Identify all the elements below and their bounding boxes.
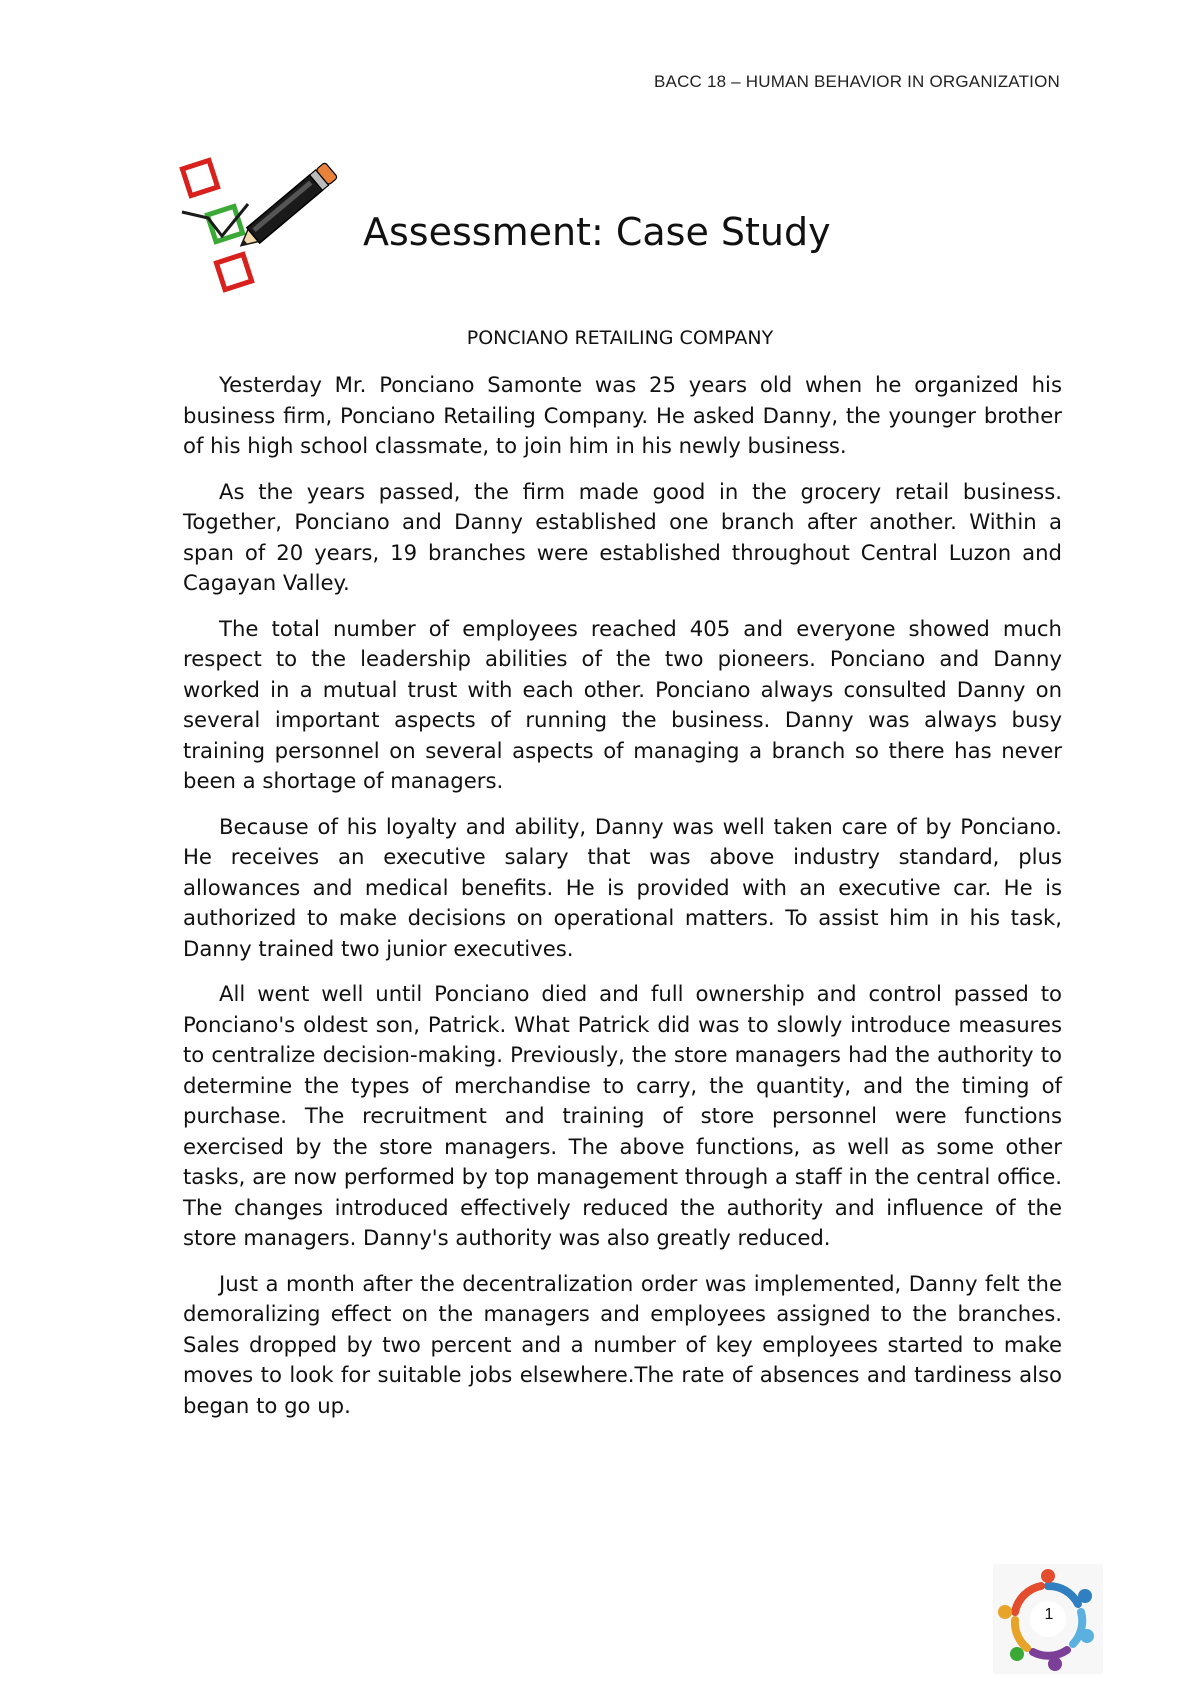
paragraph-2: As the years passed, the firm made good in the grocery retail business. Together, Ponciano and Danny established one branch after another. Within a span of 20 years, 19 branches were established throughout Central Luzon and Cagayan Valley. xyxy=(183,478,1062,595)
page-number: 1 xyxy=(1044,1606,1054,1623)
checkbox-checked-icon xyxy=(182,204,248,242)
case-body xyxy=(183,370,1062,1436)
case-subtitle: PONCIANO RETAILING COMPANY xyxy=(466,327,774,349)
checkbox-bottom-icon xyxy=(216,254,251,289)
paragraph-3: The total number of employees reached 405 and everyone showed much respect to the leadership abilities of the two pioneers. Ponciano and Danny worked in a mutual trust with each other. Ponciano always consulted Danny on several important aspects of running the business. Danny was always busy training personnel on several aspects of managing a branch so there has never been a shortage of managers. xyxy=(183,615,1062,793)
course-header: BACC 18 – HUMAN BEHAVIOR IN ORGANIZATION xyxy=(654,72,1060,91)
checkbox-top-icon xyxy=(182,160,217,195)
paragraph-4: Because of his loyalty and ability, Danny was well taken care of by Ponciano. He receives an executive salary that was above industry standard, plus allowances and medical benefits. He is provided with an executive car. He is authorized to make decisions on operational matters. To assist him in his task, Danny trained two junior executives. xyxy=(183,813,1062,961)
paragraph-6: Just a month after the decentralization order was implemented, Danny felt the demoralizing effect on the managers and employees assigned to the branches. Sales dropped by two percent and a number of key employees started to make moves to look for suitable jobs elsewhere.The rate of absences and tardiness also began to go up. xyxy=(183,1270,1062,1418)
paragraph-1: Yesterday Mr. Ponciano Samonte was 25 years old when he organized his business firm, Ponciano Retailing Company. He asked Danny, the younger brother of his high school classmate, to join him in his newly business. xyxy=(183,372,1062,458)
page-title: Assessment: Case Study xyxy=(363,210,831,254)
paragraph-5: All went well until Ponciano died and full ownership and control passed to Ponciano's oldest son, Patrick. What Patrick did was to slowly introduce measures to centralize decision-making. Previously, the store managers had the authority to determine the types of merchandise to carry, the quantity, and the timing of purchase. The recruitment and training of store personnel were functions exercised by the store managers. The above functions, as well as some other tasks, are now performed by top management through a staff in the central office. The changes introduced effectively reduced the authority and influence of the store managers. Danny's authority was also greatly reduced. xyxy=(183,981,1062,1250)
pencil-icon xyxy=(235,162,338,253)
checklist-pencil-icon xyxy=(178,152,348,302)
